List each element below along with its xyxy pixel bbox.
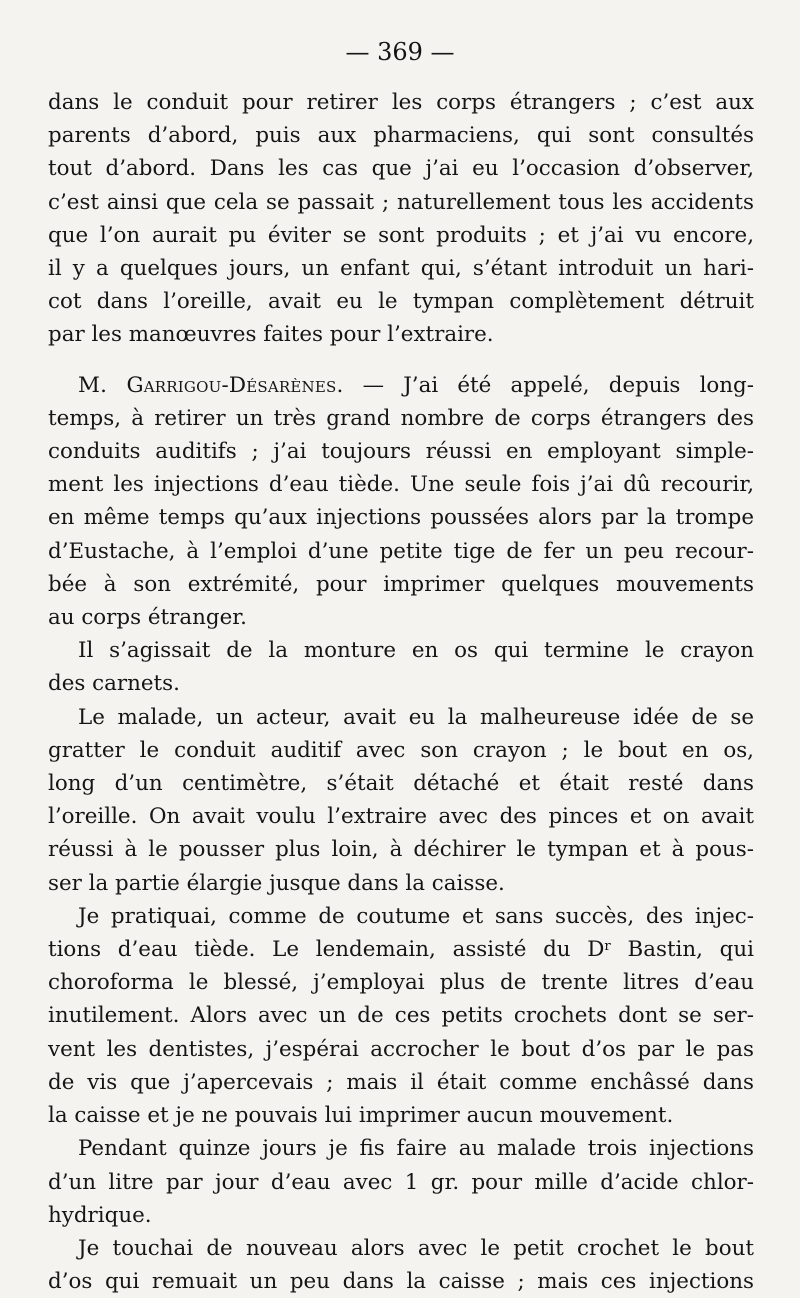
paragraph-3 — [48, 634, 754, 700]
text-line: Il s’agissait de la monture en os qui termine le crayon — [78, 638, 754, 664]
text-line: cot dans l’oreille, avait eu le tympan complètement détruit — [48, 289, 754, 315]
paragraph-4 — [48, 701, 754, 900]
text-line: d’un litre par jour d’eau avec 1 gr. pour mille d’acide chlor- — [48, 1169, 754, 1195]
paragraph-7 — [48, 1232, 754, 1298]
text-line: la caisse et je ne pouvais lui imprimer aucun mouvement. — [48, 1103, 674, 1129]
text-line: tout d’abord. Dans les cas que j’ai eu l’occasion d’observer, — [48, 156, 754, 182]
text-line: bée à son extrémité, pour imprimer quelques mouvements — [48, 571, 754, 597]
text-line: Je touchai de nouveau alors avec le petit crochet le bout — [78, 1235, 754, 1261]
page-number: — 369 — — [345, 38, 455, 66]
paragraph-5 — [48, 900, 754, 1132]
text-line: choroforma le blessé, j’employai plus de trente litres d’eau — [48, 970, 754, 996]
text-line: des carnets. — [48, 671, 180, 697]
text-line: gratter le conduit auditif avec son crayon ; le bout en os, — [48, 737, 754, 763]
text-line: inutilement. Alors avec un de ces petits crochets dont se ser- — [48, 1003, 754, 1029]
text-line: hydrique. — [48, 1202, 152, 1228]
text-line: c’est ainsi que cela se passait ; naturellement tous les accidents — [48, 189, 754, 215]
text-line: dans le conduit pour retirer les corps étrangers ; c’est aux — [48, 90, 754, 115]
text-line: ser la partie élargie jusque dans la caisse. — [48, 870, 505, 896]
text-line: Le malade, un acteur, avait eu la malheureuse idée de se — [78, 704, 754, 730]
text-line: en même temps qu’aux injections poussées alors par la trompe — [48, 505, 754, 531]
superscript: r — [604, 939, 611, 955]
text-line: long d’un centimètre, s’était détaché et était resté dans — [48, 771, 754, 797]
paragraph-2 — [48, 369, 754, 635]
text-line: de vis que j’apercevais ; mais il était comme enchâssé dans — [48, 1069, 754, 1095]
paragraph-1 — [48, 86, 754, 352]
page-body — [48, 86, 754, 1298]
text-line: par les manœuvres faites pour l’extraire. — [48, 322, 494, 348]
paragraph-gap — [48, 352, 754, 369]
text-line: réussi à le pousser plus loin, à déchirer le tympan et à pous- — [48, 837, 754, 863]
text-line: ment les injections d’eau tiède. Une seule fois j’ai dû recourir, — [48, 472, 754, 498]
text-line: l’oreille. On avait voulu l’extraire avec des pinces et on avait — [48, 804, 754, 830]
text-line: il y a quelques jours, un enfant qui, s’étant introduit un hari- — [48, 256, 754, 282]
text-line: parents d’abord, puis aux pharmaciens, qui sont consultés — [48, 123, 754, 149]
text-line: Pendant quinze jours je fis faire au malade trois injections — [78, 1136, 754, 1162]
text-segment: tions d’eau tiède. Le lendemain, assisté du D — [48, 937, 605, 963]
text-line: vent les dentistes, j’espérai accrocher le bout d’os par le pas — [48, 1036, 754, 1062]
text-line — [48, 369, 754, 402]
text-line: d’Eustache, à l’emploi d’une petite tige de fer un peu recour- — [48, 538, 754, 564]
text-line — [48, 933, 754, 966]
text-line: conduits auditifs ; j’ai toujours réussi en employant simple- — [48, 439, 754, 465]
text-line: au corps étranger. — [48, 605, 247, 631]
text-line: temps, à retirer un très grand nombre de corps étrangers des — [48, 405, 754, 431]
text-line: que l’on aurait pu éviter se sont produits ; et j’ai vu encore, — [48, 222, 754, 248]
speaker-name: M. Garrigou-Désarènes. — [78, 372, 344, 398]
text-line: Je pratiquai, comme de coutume et sans succès, des injec- — [78, 903, 754, 929]
paragraph-6 — [48, 1132, 754, 1232]
text-line: d’os qui remuait un peu dans la caisse ; mais ces injections — [48, 1269, 754, 1295]
text-segment: Bastin, qui — [610, 937, 754, 963]
speaker-text: — J’ai été appelé, depuis long- — [343, 372, 754, 398]
